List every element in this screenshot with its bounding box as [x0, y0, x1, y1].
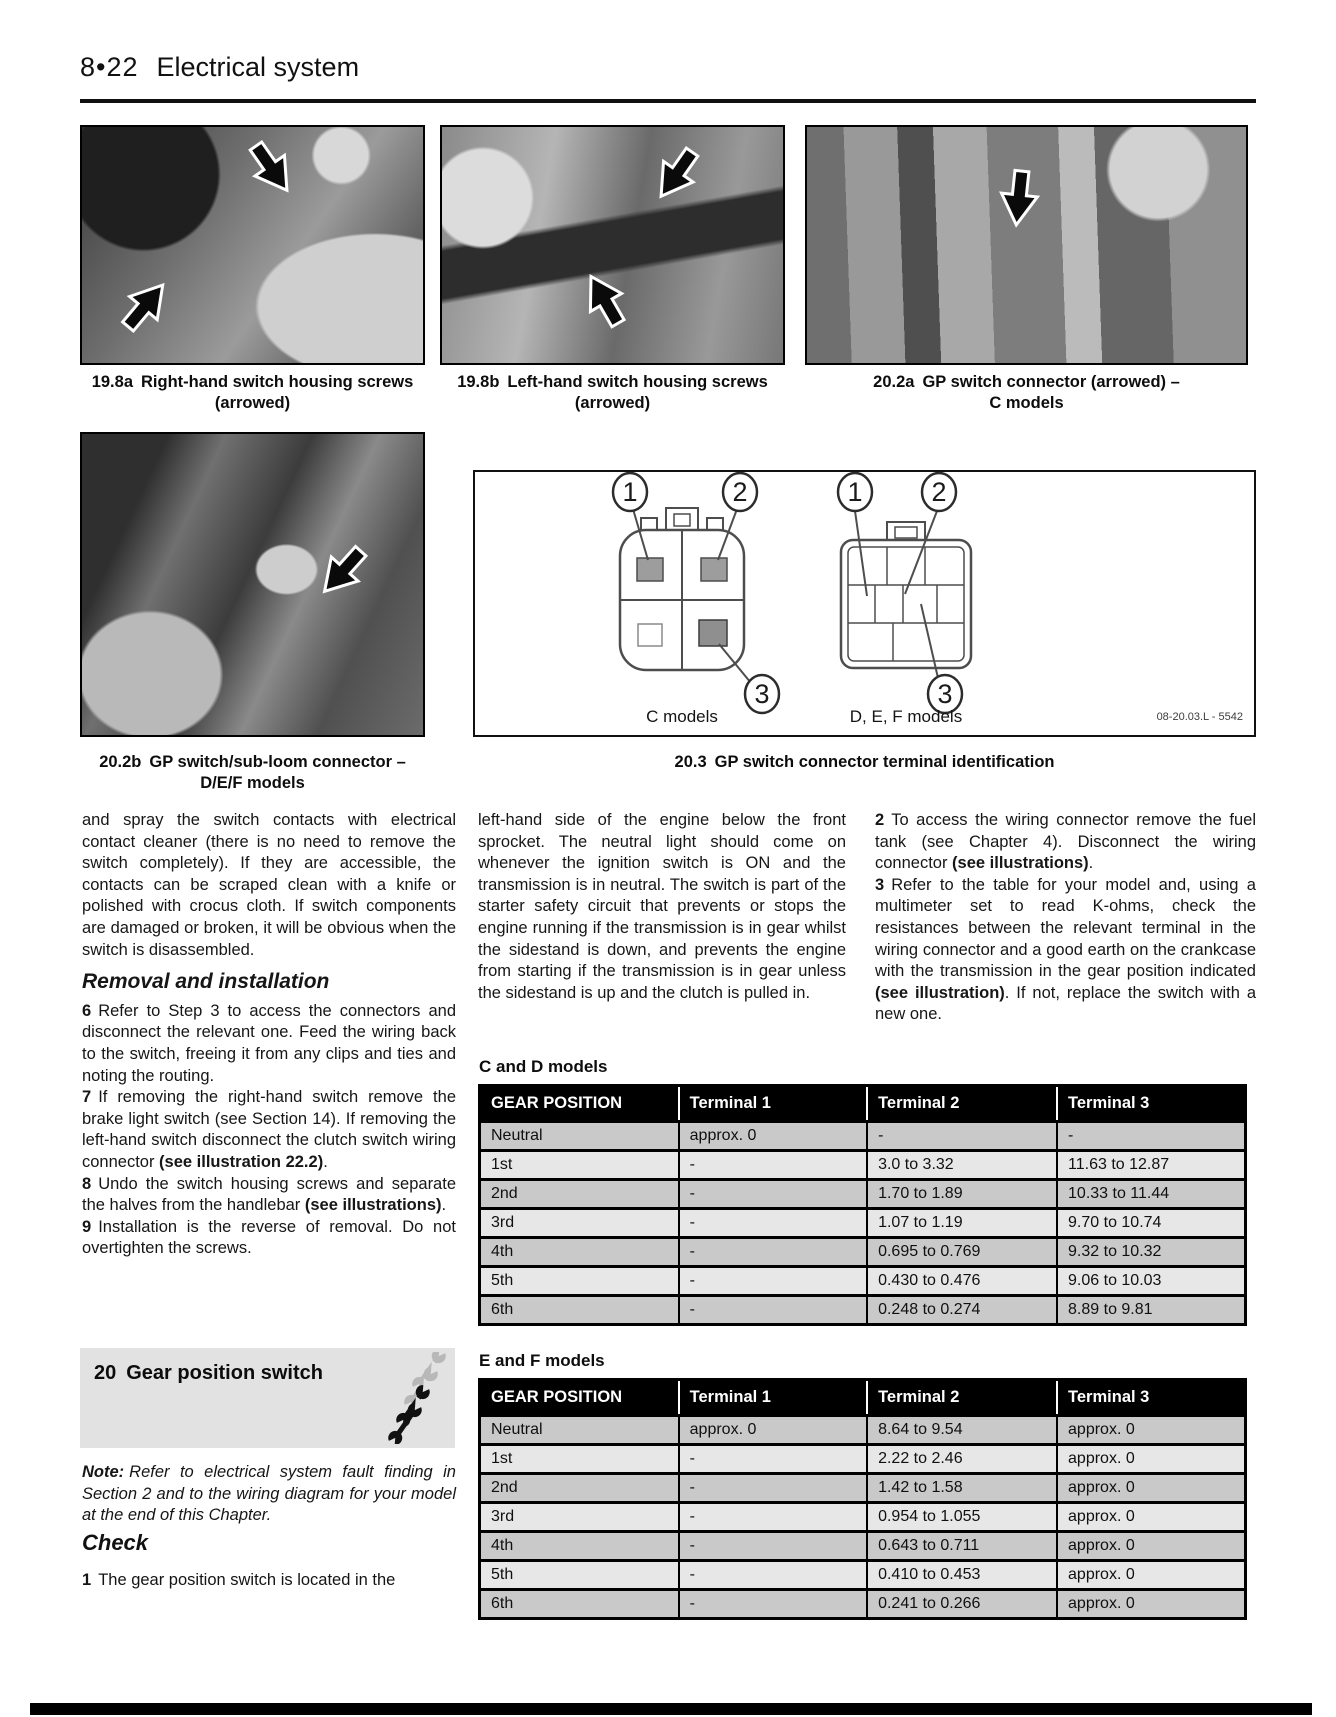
table-row: [480, 1474, 1246, 1503]
cell: 11.63 to 12.87: [1057, 1151, 1245, 1180]
header-rule: [80, 99, 1256, 103]
callout-1: 1: [622, 477, 638, 507]
caption-19-8b: [440, 372, 785, 414]
step-text: .: [441, 1196, 447, 1215]
wrench-difficulty-icon: [387, 1352, 449, 1444]
table-header-row: [480, 1086, 1246, 1122]
caption-20-2a: [805, 372, 1248, 414]
cell: approx. 0: [679, 1122, 867, 1151]
arrow-icon: [994, 167, 1044, 231]
cell: 1.42 to 1.58: [867, 1474, 1057, 1503]
cell: 10.33 to 11.44: [1057, 1180, 1245, 1209]
cell: approx. 0: [1057, 1590, 1245, 1619]
table-row: [480, 1590, 1246, 1619]
caption-19-8a: [80, 372, 425, 414]
cell: 8.89 to 9.81: [1057, 1296, 1245, 1325]
step-number: 6: [82, 1001, 92, 1020]
figure-caption: Left-hand switch housing screws: [507, 373, 768, 391]
table-row: [480, 1532, 1246, 1561]
photo-20-2a: [805, 125, 1248, 365]
table-row: [480, 1561, 1246, 1590]
cell: 9.32 to 10.32: [1057, 1238, 1245, 1267]
cell: 2nd: [480, 1180, 679, 1209]
cell: 0.241 to 0.266: [867, 1590, 1057, 1619]
chapter-title: Electrical system: [156, 52, 360, 82]
figure-caption: GP switch/sub-loom connector –: [149, 753, 406, 771]
callout-2: 2: [931, 477, 947, 507]
table-row: [480, 1503, 1246, 1532]
step-text: Refer to the table for your model and, using a multimeter set to read K-ohms, check the resistances between the relevant terminal in the wiring connector and a good earth on the crankcase with the transmission in the gear position indicated: [875, 875, 1256, 981]
section-number: 20: [94, 1362, 117, 1384]
cell: approx. 0: [1057, 1532, 1245, 1561]
figure-20-3-diagram: [473, 470, 1256, 737]
cell: -: [679, 1561, 867, 1590]
callout-1: 1: [847, 477, 863, 507]
paragraph: and spray the switch contacts with electrical contact cleaner (there is no need to remove the switch completely). If they are accessible, the contacts can be scraped clean with a knife or polished with crocus cloth. If switch components are damaged or broken, it will be obvious when the switch is disassembled.: [82, 811, 456, 959]
column-header: Terminal 3: [1057, 1086, 1245, 1122]
page-number: 8•22: [80, 52, 139, 82]
step-number: 3: [875, 875, 885, 894]
cell: 1.07 to 1.19: [867, 1209, 1057, 1238]
figure-reference-code: 08-20.03.L - 5542: [1156, 711, 1243, 723]
arrow-icon: [110, 268, 182, 342]
step-text: To access the wiring connector remove the fuel tank (see Chapter 4). Disconnect the wiring connector: [875, 811, 1256, 873]
table-row: [480, 1416, 1246, 1445]
cell: approx. 0: [1057, 1561, 1245, 1590]
table-title-ef-models: E and F models: [479, 1351, 605, 1370]
see-illustrations-ref: (see illustrations): [304, 1196, 442, 1215]
connector-diagram: [475, 472, 1254, 735]
cell: -: [679, 1503, 867, 1532]
see-illustration-ref: (see illustration): [875, 983, 1005, 1002]
table-row: [480, 1267, 1246, 1296]
cell: approx. 0: [679, 1416, 867, 1445]
label-def-models: D, E, F models: [849, 707, 963, 726]
cell: 1st: [480, 1445, 679, 1474]
column-header: Terminal 3: [1057, 1380, 1245, 1416]
note-block: [82, 1462, 456, 1527]
text-column-2: [478, 810, 846, 1004]
cell: 9.06 to 10.03: [1057, 1267, 1245, 1296]
cell: 6th: [480, 1590, 679, 1619]
step-number: 8: [82, 1174, 92, 1193]
table-row: [480, 1151, 1246, 1180]
section-20-header-box: [80, 1348, 455, 1448]
cell: 2nd: [480, 1474, 679, 1503]
text-column-3: [875, 810, 1256, 1026]
cell: -: [679, 1238, 867, 1267]
table-row: [480, 1209, 1246, 1238]
cell: -: [1057, 1122, 1245, 1151]
cell: -: [679, 1474, 867, 1503]
label-c-models: C models: [646, 707, 718, 726]
page-header: [80, 52, 359, 83]
arrow-icon: [570, 262, 638, 336]
figure-caption: GP switch connector (arrowed) –: [922, 373, 1180, 391]
table-row: [480, 1122, 1246, 1151]
cell: -: [679, 1209, 867, 1238]
callout-2: 2: [732, 477, 748, 507]
column-header: Terminal 1: [679, 1380, 867, 1416]
table-row: [480, 1180, 1246, 1209]
subheading-check: Check: [82, 1530, 149, 1555]
step-text: .: [1088, 854, 1094, 873]
caption-20-2b: [80, 752, 425, 794]
connector-c-models: [620, 508, 751, 683]
cell: -: [679, 1180, 867, 1209]
step-1: [82, 1570, 456, 1592]
resistance-table-ef-models: [478, 1378, 1247, 1620]
arrow-icon: [641, 138, 711, 212]
connector-def-models: [841, 511, 971, 678]
cell: Neutral: [480, 1122, 679, 1151]
cell: 8.64 to 9.54: [867, 1416, 1057, 1445]
caption-20-3: [473, 752, 1256, 773]
photo-20-2b: [80, 432, 425, 737]
page-bottom-scan-bar: [30, 1703, 1312, 1715]
cell: 0.643 to 0.711: [867, 1532, 1057, 1561]
step-3: [875, 875, 1256, 1026]
step-7: [82, 1087, 456, 1173]
cell: 0.430 to 0.476: [867, 1267, 1057, 1296]
cell: Neutral: [480, 1416, 679, 1445]
figure-caption: Right-hand switch housing screws: [141, 373, 414, 391]
cell: 9.70 to 10.74: [1057, 1209, 1245, 1238]
resistance-table-cd-models: [478, 1084, 1247, 1326]
table-row: [480, 1445, 1246, 1474]
table-title-cd-models: C and D models: [479, 1057, 608, 1076]
cell: approx. 0: [1057, 1474, 1245, 1503]
cell: 4th: [480, 1532, 679, 1561]
cell: -: [679, 1296, 867, 1325]
section-title: [94, 1362, 323, 1385]
figure-caption: GP switch connector terminal identification: [714, 753, 1055, 771]
cell: approx. 0: [1057, 1416, 1245, 1445]
cell: 2.22 to 2.46: [867, 1445, 1057, 1474]
column-header: Terminal 1: [679, 1086, 867, 1122]
column-header: Terminal 2: [867, 1086, 1057, 1122]
see-illustration-ref: (see illustration 22.2): [159, 1152, 324, 1171]
cell: -: [867, 1122, 1057, 1151]
cell: -: [679, 1267, 867, 1296]
cell: -: [679, 1590, 867, 1619]
step-text: Undo the switch housing screws and separate the halves from the handlebar: [82, 1174, 456, 1215]
text-column-1: [82, 810, 456, 1260]
step-2: [875, 810, 1256, 875]
cell: approx. 0: [1057, 1445, 1245, 1474]
cell: 3rd: [480, 1503, 679, 1532]
subheading-removal-installation: Removal and installation: [82, 970, 330, 994]
step-number: 2: [875, 811, 885, 829]
arrow-icon: [237, 132, 307, 206]
step-text: . If not, replace the switch with a new one.: [875, 983, 1256, 1024]
figure-caption-line2: C models: [989, 394, 1064, 412]
step-number: 1: [82, 1571, 92, 1589]
cell: 1st: [480, 1151, 679, 1180]
cell: -: [679, 1445, 867, 1474]
column-header: GEAR POSITION: [480, 1086, 679, 1122]
figure-caption-line2: (arrowed): [214, 394, 291, 412]
cell: 0.954 to 1.055: [867, 1503, 1057, 1532]
step-text: Installation is the reverse of removal. Do not overtighten the screws.: [82, 1217, 456, 1258]
note-text: Refer to electrical system fault finding in Section 2 and to the wiring diagram for your model at the end of this Chapter.: [82, 1463, 456, 1525]
cell: 5th: [480, 1267, 679, 1296]
cell: 3rd: [480, 1209, 679, 1238]
resistance-tables: [478, 1057, 1247, 1620]
step-text: .: [323, 1152, 328, 1171]
step-6: [82, 1001, 456, 1087]
cell: approx. 0: [1057, 1503, 1245, 1532]
step-text: Refer to Step 3 to access the connectors and disconnect the relevant one. Feed the wiring back to the switch, freeing it from any clips and ties and noting the routing.: [82, 1001, 456, 1085]
step-text: If removing the right-hand switch remove the brake light switch (see Section 14). If removing the left-hand switch disconnect the clutch switch wiring connector: [82, 1088, 456, 1171]
cell: 4th: [480, 1238, 679, 1267]
figure-number: 20.2a: [873, 373, 915, 391]
cell: 0.410 to 0.453: [867, 1561, 1057, 1590]
callout-3: 3: [937, 679, 953, 709]
photo-19-8a: [80, 125, 425, 365]
cell: 3.0 to 3.32: [867, 1151, 1057, 1180]
cell: -: [679, 1151, 867, 1180]
step-8: [82, 1174, 456, 1217]
section-name: Gear position switch: [126, 1362, 323, 1384]
column-header: Terminal 2: [867, 1380, 1057, 1416]
cell: 5th: [480, 1561, 679, 1590]
figure-number: 20.2b: [99, 753, 142, 771]
note-label: Note:: [82, 1463, 125, 1481]
step-9: [82, 1217, 456, 1260]
table-header-row: [480, 1380, 1246, 1416]
step-text: The gear position switch is located in the: [98, 1571, 396, 1589]
table-row: [480, 1296, 1246, 1325]
photo-19-8b: [440, 125, 785, 365]
see-illustrations-ref: (see illustrations): [952, 854, 1089, 873]
cell: 6th: [480, 1296, 679, 1325]
figure-caption-line2: D/E/F models: [200, 774, 305, 792]
figure-caption-line2: (arrowed): [574, 394, 651, 412]
figure-number: 19.8b: [457, 373, 500, 391]
table-row: [480, 1238, 1246, 1267]
cell: 0.695 to 0.769: [867, 1238, 1057, 1267]
step-number: 9: [82, 1217, 92, 1236]
column-header: GEAR POSITION: [480, 1380, 679, 1416]
cell: 0.248 to 0.274: [867, 1296, 1057, 1325]
figure-number: 19.8a: [91, 373, 133, 391]
paragraph: left-hand side of the engine below the front sprocket. The neutral light should come on whenever the ignition switch is ON and the transmission is in neutral. The switch is part of the starter safety circuit that prevents or stops the engine running if the transmission is in gear whilst the sidestand is down, and prevents the engine from starting if the transmission is in gear unless the sidestand is up and the clutch is pulled in.: [478, 811, 846, 1002]
step-number: 7: [82, 1088, 92, 1107]
cell: 1.70 to 1.89: [867, 1180, 1057, 1209]
figure-number: 20.3: [674, 753, 707, 771]
arrow-icon: [306, 535, 379, 609]
cell: -: [679, 1532, 867, 1561]
callout-3: 3: [754, 679, 770, 709]
